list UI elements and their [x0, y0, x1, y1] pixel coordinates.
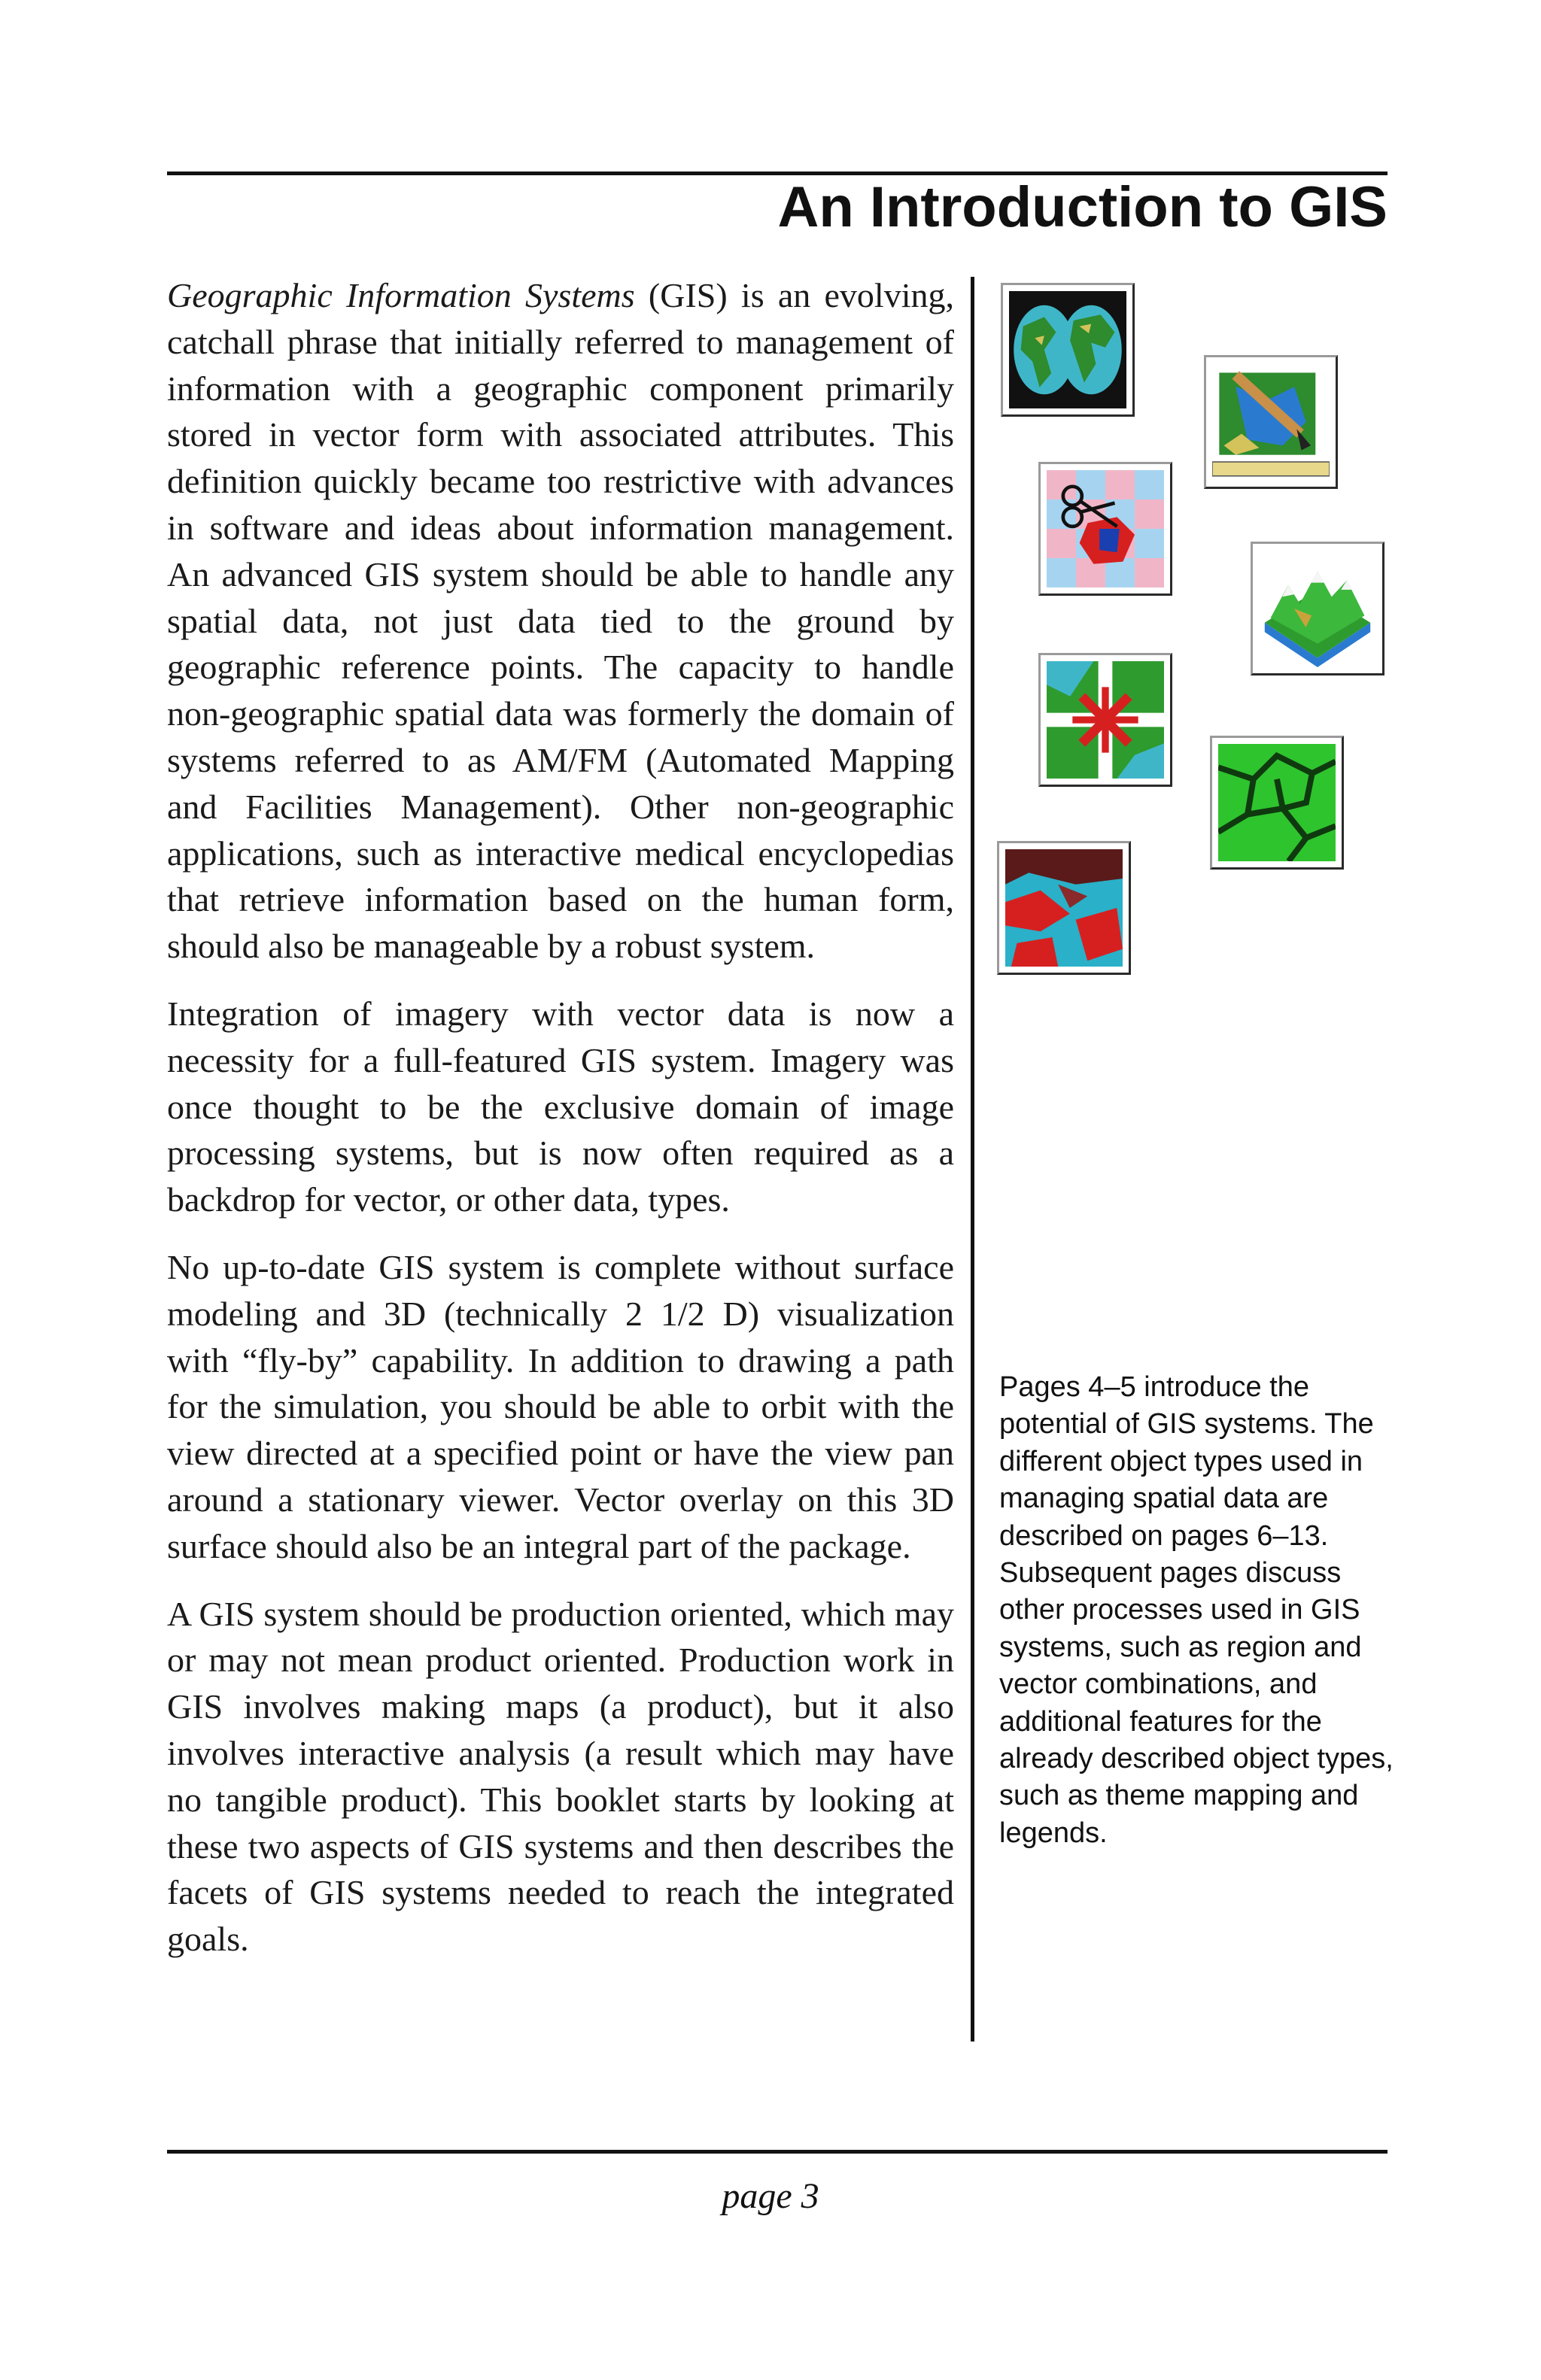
paragraph-surface-modeling: No up-to-date GIS system is complete without surface modeling and 3D (technically 2 1/2 D) visualization with “fly-by” capability. In addition to drawing a path for the simulation, you should be able to orbit with the view directed at a specified point or have the view pan around a stationary viewer. Vector overlay on this 3D surface should also be an integral part of the package. — [167, 1247, 954, 1565]
vector-combine-icon — [1038, 653, 1172, 787]
sidebar-caption: Pages 4–5 introduce the potential of GIS systems. The different object types used in managing spatial data are described on pages 6–13. Subsequent pages discuss other processes used in GIS systems, such as region and vector combinations, and additional features for the already described object types, such as theme mapping and legends. — [999, 1371, 1394, 1849]
paragraph-production: A GIS system should be production oriented, which may or may not mean product oriented. Production work in GIS involves making maps (a product), but it also involves interactive analysis (a result which may have no tangible product). This booklet starts by looking at these two aspects of GIS systems and then describes the facets of GIS systems needed to reach the integrated goals. — [167, 1594, 954, 1959]
region-cut-icon — [1038, 462, 1172, 596]
paragraph-intro — [167, 272, 954, 970]
3d-terrain-icon — [1251, 542, 1384, 675]
paragraph-intro-text: (GIS) is an evolving, catchall phrase that initially referred to management of information with a geographic component primarily stored in vector form with associated attributes. This definition quickly became too restrictive with advances in software and ideas about information management. An advanced GIS system should be able to handle any spatial data, not just data tied to the ground by geographic reference points. The capacity to handle non-geographic spatial data was formerly the domain of systems referred to as AM/FM (Automated Mapping and Facilities Management). Other non-geographic applications, such as interactive medical encyclopedias that retrieve information based on the human form, should also be manageable by a robust system. — [167, 276, 954, 966]
page-title: An Introduction to GIS — [777, 175, 1388, 239]
page-number: page 3 — [722, 2176, 819, 2216]
green-network-icon — [1210, 736, 1344, 870]
body-text — [167, 272, 954, 1984]
image-backdrop-icon — [997, 841, 1131, 975]
column-divider — [971, 277, 974, 2042]
world-map-icon — [1001, 283, 1135, 417]
gis-term: Geographic Information Systems — [167, 276, 635, 314]
footer-rule — [167, 2150, 1388, 2154]
paragraph-imagery: Integration of imagery with vector data is now a necessity for a full-featured GIS system. Imagery was once thought to be the exclusive domain of image processing systems, but is now often required as a backdrop for vector, or other data, types. — [167, 994, 954, 1219]
map-edit-icon — [1204, 355, 1338, 489]
